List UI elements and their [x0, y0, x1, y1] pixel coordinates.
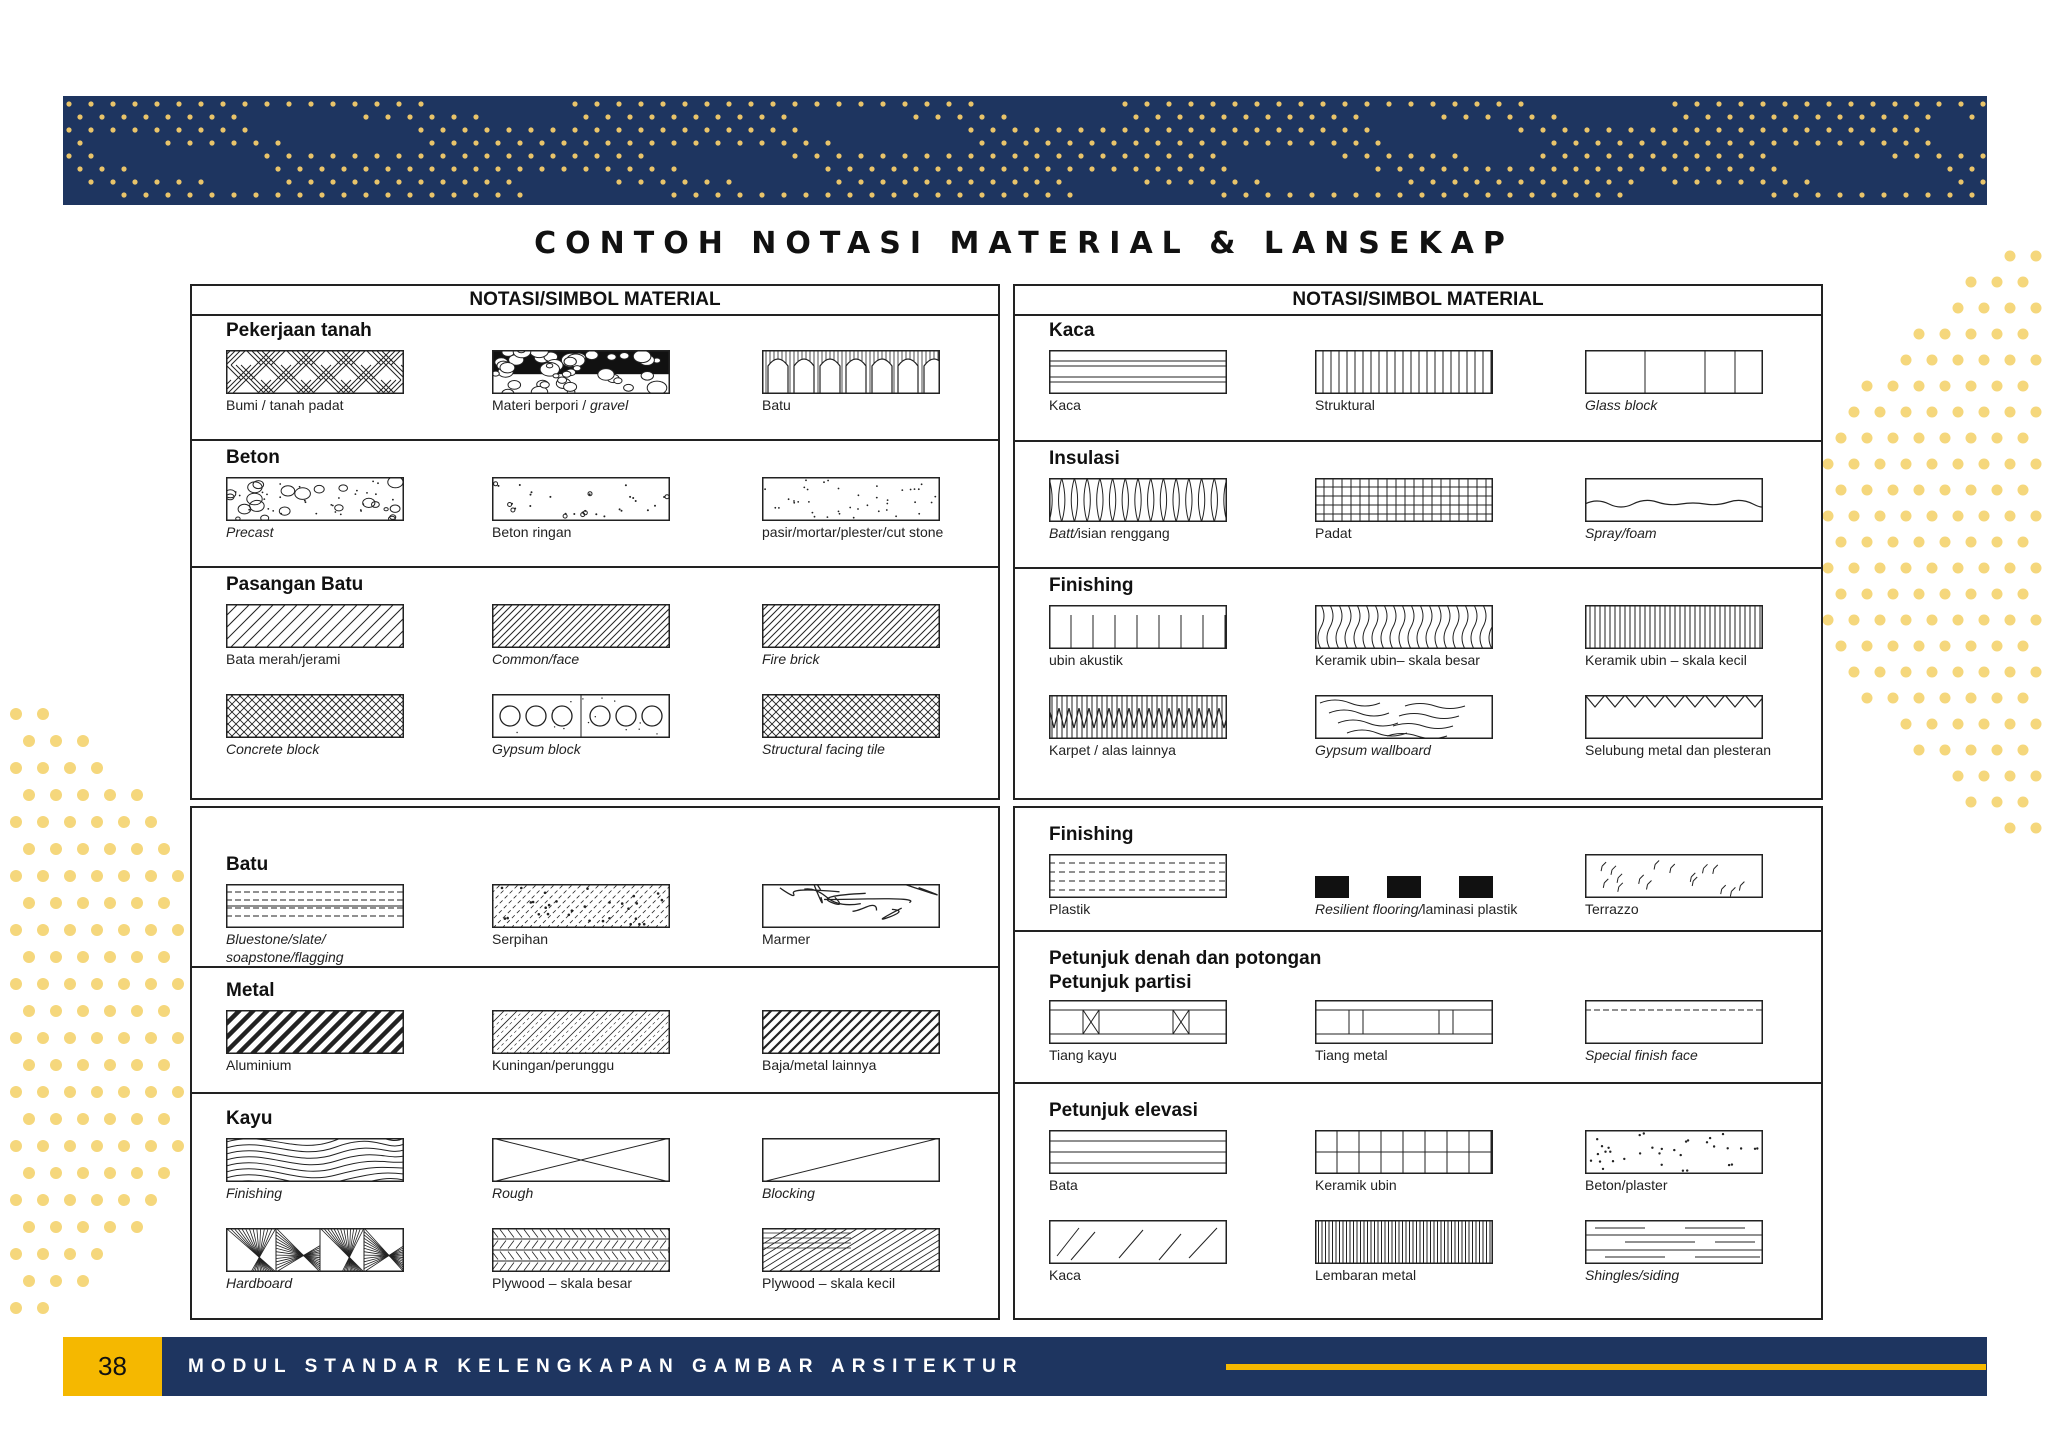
metal-post-pattern	[1315, 1000, 1493, 1044]
swatch-caption	[492, 1274, 752, 1292]
caption-text: Keramik ubin– skala besar	[1315, 652, 1480, 668]
swatch-caption	[1315, 900, 1575, 918]
crosshatch-pattern	[226, 694, 404, 738]
left_bottom-2-0-swatch	[226, 1138, 404, 1182]
footer-accent-line	[1226, 1364, 1986, 1370]
caption-text: Glass block	[1585, 397, 1658, 413]
caption-text: Blocking	[762, 1185, 815, 1201]
resilient-pattern	[1315, 854, 1493, 898]
hatch-sparse-pattern	[226, 604, 404, 648]
caption-text: Marmer	[762, 931, 811, 947]
left_top-0-1-swatch	[492, 350, 670, 394]
caption-text: Aluminium	[226, 1057, 292, 1073]
right_top-1-1-swatch	[1315, 478, 1493, 522]
left_top-1-1-swatch	[492, 477, 670, 521]
left_bottom-2-1-swatch	[492, 1138, 670, 1182]
section-title: Petunjuk denah dan potongan	[1049, 948, 1322, 969]
panel-material-right-top	[1013, 284, 1823, 800]
swatch-caption	[1585, 1266, 1845, 1284]
panel-material-right-bottom	[1013, 806, 1823, 1320]
glass-lines-pattern	[1049, 350, 1227, 394]
right_top-1-0-swatch	[1049, 478, 1227, 522]
caption-text: Tiang kayu	[1049, 1047, 1117, 1063]
left_top-0-2-swatch	[762, 350, 940, 394]
caption-text: Baja/metal lainnya	[762, 1057, 877, 1073]
caption-text: Common/face	[492, 651, 580, 667]
section-divider	[192, 439, 998, 441]
hardboard-pattern	[226, 1228, 404, 1272]
swatch-caption	[1585, 396, 1845, 414]
brick-elev-pattern	[1049, 1130, 1227, 1174]
left_bottom-2-3-swatch	[226, 1228, 404, 1272]
wood-finish-pattern	[226, 1138, 404, 1182]
left_bottom-1-2-swatch	[762, 1010, 940, 1054]
light-concrete-pattern	[492, 477, 670, 521]
section-title: Kayu	[226, 1108, 273, 1129]
precast-pattern	[226, 477, 404, 521]
right_bottom-1-1-swatch	[1315, 1000, 1493, 1044]
swatch-caption	[1315, 1266, 1575, 1284]
swatch-caption	[762, 740, 1022, 758]
left_bottom-0-1-swatch	[492, 884, 670, 928]
caption-text: isian renggang	[1077, 525, 1170, 541]
left_bottom-2-5-swatch	[762, 1228, 940, 1272]
section-title: Batu	[226, 854, 269, 875]
section-divider	[1015, 567, 1821, 569]
caption-text: ubin akustik	[1049, 652, 1123, 668]
crosshatch-pattern	[762, 694, 940, 738]
caption-text: Gypsum wallboard	[1315, 742, 1431, 758]
finish-face-pattern	[1585, 1000, 1763, 1044]
caption-text: Gypsum block	[492, 741, 581, 757]
swatch-caption	[1585, 900, 1845, 918]
section-divider	[1015, 440, 1821, 442]
caption-text: Special finish face	[1585, 1047, 1698, 1063]
zigzag-pattern	[1585, 695, 1763, 739]
caption-text: Plastik	[1049, 901, 1091, 917]
footer-title: MODUL STANDAR KELENGKAPAN GAMBAR ARSITEKTUR	[188, 1356, 1024, 1377]
section-divider	[192, 1092, 998, 1094]
caption-text: Keramik ubin – skala kecil	[1585, 652, 1747, 668]
gravel-pattern	[492, 350, 670, 394]
caption-text: Concrete block	[226, 741, 320, 757]
left_bottom-0-0-swatch	[226, 884, 404, 928]
brass-pattern	[492, 1010, 670, 1054]
shingles-pattern	[1585, 1220, 1763, 1264]
caption-text: Selubung metal dan plesteran	[1585, 742, 1772, 758]
swatch-caption	[762, 1184, 1022, 1202]
swatch-caption	[1049, 741, 1309, 759]
caption-text: laminasi plastik	[1422, 901, 1518, 917]
left_bottom-2-2-swatch	[762, 1138, 940, 1182]
caption-text: Padat	[1315, 525, 1352, 541]
steel-pattern	[762, 1010, 940, 1054]
left_top-2-0-swatch	[226, 604, 404, 648]
swatch-caption	[762, 1274, 1022, 1292]
swatch-caption	[1315, 741, 1575, 759]
section-divider	[192, 966, 998, 968]
aluminium-pattern	[226, 1010, 404, 1054]
right_bottom-0-2-swatch	[1585, 854, 1763, 898]
swatch-caption	[1049, 900, 1309, 918]
caption-text: Kaca	[1049, 397, 1081, 413]
swatch-caption	[1049, 1176, 1309, 1194]
section-title: Petunjuk elevasi	[1049, 1100, 1198, 1121]
caption-text: Materi berpori /	[492, 397, 591, 413]
right_bottom-2-5-swatch	[1585, 1220, 1763, 1264]
panel-material-left-top	[190, 284, 1000, 800]
swatch-caption	[762, 523, 1022, 541]
swatch-caption	[1049, 396, 1309, 414]
caption-text: gravel	[590, 397, 629, 413]
right_bottom-0-1-swatch	[1315, 854, 1493, 898]
section-title: Finishing	[1049, 575, 1134, 596]
caption-text: Serpihan	[492, 931, 549, 947]
section-title: Metal	[226, 980, 275, 1001]
rock-pattern	[762, 350, 940, 394]
swatch-caption	[226, 650, 486, 668]
decorative-dots-left	[0, 700, 200, 1320]
panel-header: NOTASI/SIMBOL MATERIAL	[192, 286, 998, 316]
plywood-small-pattern	[762, 1228, 940, 1272]
section-title: Insulasi	[1049, 448, 1120, 469]
caption-text: Finishing	[226, 1185, 283, 1201]
left_bottom-2-4-swatch	[492, 1228, 670, 1272]
section-title: Kaca	[1049, 320, 1095, 341]
right_top-1-2-swatch	[1585, 478, 1763, 522]
caption-text: Bata merah/jerami	[226, 651, 341, 667]
plastic-pattern	[1049, 854, 1227, 898]
caption-text: Batu	[762, 397, 791, 413]
left_bottom-1-0-swatch	[226, 1010, 404, 1054]
caption-text: Precast	[226, 524, 274, 540]
rubble-pattern	[492, 884, 670, 928]
section-divider	[1015, 930, 1821, 932]
left_bottom-1-1-swatch	[492, 1010, 670, 1054]
left_top-0-0-swatch	[226, 350, 404, 394]
right_top-2-5-swatch	[1585, 695, 1763, 739]
swatch-caption	[226, 396, 486, 414]
glass-block-pattern	[1585, 350, 1763, 394]
caption-text: Bata	[1049, 1177, 1078, 1193]
wood-blocking-pattern	[762, 1138, 940, 1182]
dense-vertical-pattern	[1585, 605, 1763, 649]
section-title: Beton	[226, 447, 280, 468]
right_bottom-2-0-swatch	[1049, 1130, 1227, 1174]
right_bottom-2-1-swatch	[1315, 1130, 1493, 1174]
caption-text: Shingles/siding	[1585, 1267, 1680, 1283]
hatch-dense-pattern	[492, 604, 670, 648]
swatch-caption	[492, 650, 752, 668]
right_top-2-0-swatch	[1049, 605, 1227, 649]
swatch-caption	[1585, 741, 1845, 759]
caption-text: Kaca	[1049, 1267, 1081, 1283]
right_top-2-3-swatch	[1049, 695, 1227, 739]
hatch-dense-pattern	[762, 604, 940, 648]
swatch-caption	[492, 1184, 752, 1202]
dot-pattern	[63, 96, 1987, 205]
right_bottom-1-0-swatch	[1049, 1000, 1227, 1044]
gypsum-block-pattern	[492, 694, 670, 738]
caption-text: Structural facing tile	[762, 741, 885, 757]
swatch-caption	[492, 396, 752, 414]
swatch-caption	[1315, 1046, 1575, 1064]
swatch-caption	[492, 740, 752, 758]
concrete-elev-pattern	[1585, 1130, 1763, 1174]
wood-rough-pattern	[492, 1138, 670, 1182]
caption-text: Resilient flooring/	[1315, 901, 1423, 917]
swatch-caption	[492, 930, 752, 948]
section-title: Finishing	[1049, 824, 1134, 845]
swatch-caption	[226, 740, 486, 758]
earth-pattern	[226, 350, 404, 394]
swatch-caption	[1315, 651, 1575, 669]
swatch-caption	[762, 930, 1022, 948]
right_top-2-1-swatch	[1315, 605, 1493, 649]
caption-text: Spray/foam	[1585, 525, 1657, 541]
swatch-caption	[1049, 651, 1309, 669]
grid-pattern	[1315, 478, 1493, 522]
right_top-0-2-swatch	[1585, 350, 1763, 394]
caption-text: Keramik ubin	[1315, 1177, 1397, 1193]
gypsum-wall-pattern	[1315, 695, 1493, 739]
caption-text: Hardboard	[226, 1275, 293, 1291]
page-title: CONTOH NOTASI MATERIAL & LANSEKAP	[534, 226, 1514, 261]
panel-header: NOTASI/SIMBOL MATERIAL	[1015, 286, 1821, 316]
caption-text: Beton ringan	[492, 524, 572, 540]
swatch-caption	[1049, 1266, 1309, 1284]
swatch-caption	[226, 1056, 486, 1074]
right_top-0-1-swatch	[1315, 350, 1493, 394]
left_top-2-4-swatch	[492, 694, 670, 738]
swatch-caption	[226, 1184, 486, 1202]
left_top-2-1-swatch	[492, 604, 670, 648]
right_bottom-0-0-swatch	[1049, 854, 1227, 898]
left_top-1-0-swatch	[226, 477, 404, 521]
tile-elev-pattern	[1315, 1130, 1493, 1174]
right_bottom-2-3-swatch	[1049, 1220, 1227, 1264]
swatch-caption	[226, 930, 486, 966]
caption-text: Terrazzo	[1585, 901, 1639, 917]
section-divider	[1015, 1082, 1821, 1084]
sheet-metal-pattern	[1315, 1220, 1493, 1264]
swatch-caption	[1315, 396, 1575, 414]
swatch-caption	[226, 523, 486, 541]
caption-text: pasir/mortar/plester/cut stone	[762, 524, 944, 540]
caption-text: Tiang metal	[1315, 1047, 1388, 1063]
acoustic-pattern	[1049, 605, 1227, 649]
swatch-caption	[1585, 524, 1845, 542]
swatch-caption	[1315, 1176, 1575, 1194]
left_top-2-2-swatch	[762, 604, 940, 648]
left_top-2-5-swatch	[762, 694, 940, 738]
swatch-caption	[762, 1056, 1022, 1074]
swatch-caption	[492, 523, 752, 541]
right_bottom-2-4-swatch	[1315, 1220, 1493, 1264]
structural-glass-pattern	[1315, 350, 1493, 394]
caption-text: Rough	[492, 1185, 534, 1201]
swatch-caption	[1585, 1046, 1845, 1064]
batt-pattern	[1049, 478, 1227, 522]
left_top-1-2-swatch	[762, 477, 940, 521]
caption-text: Bumi / tanah padat	[226, 397, 344, 413]
swatch-caption	[492, 1056, 752, 1074]
caption-text: Batt/	[1049, 525, 1078, 541]
swatch-caption	[1049, 524, 1309, 542]
swatch-caption	[1585, 651, 1845, 669]
swatch-caption	[1315, 524, 1575, 542]
swatch-caption	[1585, 1176, 1845, 1194]
spray-pattern	[1585, 478, 1763, 522]
bluestone-pattern	[226, 884, 404, 928]
decorative-dots-right	[1808, 240, 2048, 860]
right_top-2-2-swatch	[1585, 605, 1763, 649]
left_top-2-3-swatch	[226, 694, 404, 738]
wavy-vertical-pattern	[1315, 605, 1493, 649]
right_top-0-0-swatch	[1049, 350, 1227, 394]
section-divider	[192, 566, 998, 568]
page-number: 38	[63, 1337, 162, 1396]
swatch-caption	[226, 1274, 486, 1292]
right_bottom-2-2-swatch	[1585, 1130, 1763, 1174]
section-subtitle: Petunjuk partisi	[1049, 972, 1192, 993]
terrazzo-pattern	[1585, 854, 1763, 898]
carpet-pattern	[1049, 695, 1227, 739]
left_bottom-0-2-swatch	[762, 884, 940, 928]
caption-text: Plywood – skala kecil	[762, 1275, 896, 1291]
swatch-caption	[762, 396, 1022, 414]
sand-pattern	[762, 477, 940, 521]
marble-pattern	[762, 884, 940, 928]
glass-elev-pattern	[1049, 1220, 1227, 1264]
caption-text: Karpet / alas lainnya	[1049, 742, 1176, 758]
right_bottom-1-2-swatch	[1585, 1000, 1763, 1044]
caption-text: Struktural	[1315, 397, 1375, 413]
caption-text: Beton/plaster	[1585, 1177, 1668, 1193]
header-banner	[63, 96, 1987, 205]
swatch-caption	[1049, 1046, 1309, 1064]
right_top-2-4-swatch	[1315, 695, 1493, 739]
caption-text: Fire brick	[762, 651, 820, 667]
caption-text: Plywood – skala besar	[492, 1275, 633, 1291]
section-title: Pekerjaan tanah	[226, 320, 372, 341]
swatch-caption	[762, 650, 1022, 668]
panel-material-left-bottom	[190, 806, 1000, 1320]
caption-text: Lembaran metal	[1315, 1267, 1417, 1283]
plywood-large-pattern	[492, 1228, 670, 1272]
section-title: Pasangan Batu	[226, 574, 364, 595]
caption-text: Kuningan/perunggu	[492, 1057, 615, 1073]
caption-text: Bluestone/slate/ soapstone/flagging	[226, 931, 344, 965]
wood-post-pattern	[1049, 1000, 1227, 1044]
